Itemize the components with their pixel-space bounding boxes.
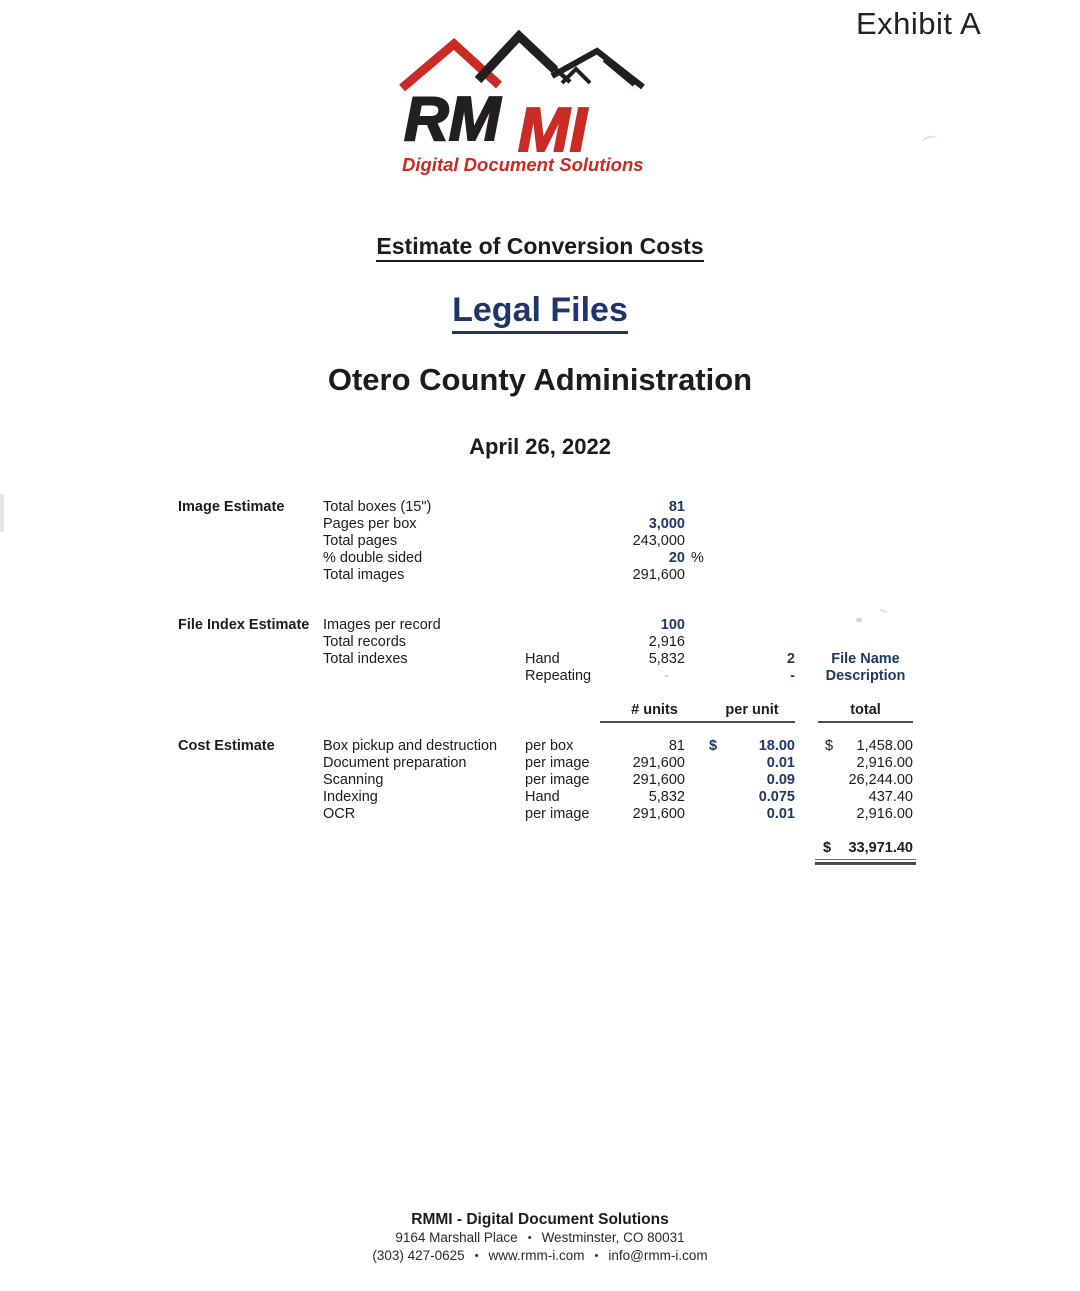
row-label: Total pages: [323, 533, 398, 549]
table-row: [178, 806, 913, 823]
logo-right-ridge-line: [604, 60, 634, 85]
table-row: [178, 668, 913, 685]
estimate-table: [178, 499, 913, 860]
column-header-total: total: [818, 702, 913, 723]
row-label: Total indexes: [323, 651, 408, 667]
cost-item: OCR: [323, 806, 356, 822]
cost-total: 2,916.00: [856, 755, 913, 771]
index-field-name: Description: [825, 668, 906, 684]
column-header-units: # units: [600, 702, 709, 723]
index-method-label: Hand: [525, 651, 560, 667]
table-row: [178, 789, 913, 806]
column-header-per-unit: per unit: [709, 702, 795, 723]
cost-rate: 18.00: [758, 738, 795, 754]
cost-unit: Hand: [525, 789, 560, 805]
percent-suffix: %: [691, 550, 704, 566]
currency-sign: $: [825, 738, 834, 754]
table-row: [178, 516, 913, 533]
row-value: 5,832: [648, 651, 685, 667]
logo-ridge-line: [531, 47, 570, 82]
footer-street: 9164 Marshall Place: [395, 1230, 518, 1245]
table-row: [178, 533, 913, 550]
logo-rm-text: RM: [404, 85, 501, 154]
table-row: [178, 755, 913, 772]
cost-units: 291,600: [632, 772, 685, 788]
index-count: -: [790, 668, 795, 684]
subject-title: [0, 291, 1080, 330]
row-label: Images per record: [323, 617, 441, 633]
table-row: [178, 499, 913, 516]
footer-email: info@rmm-i.com: [608, 1248, 708, 1263]
row-value: 3,000: [648, 516, 685, 532]
cost-units: 5,832: [648, 789, 685, 805]
bullet-separator: •: [594, 1250, 599, 1262]
cost-item: Document preparation: [323, 755, 467, 771]
section-label: Cost Estimate: [178, 738, 275, 754]
cost-rate: 0.075: [758, 789, 795, 805]
row-label: Total images: [323, 567, 405, 583]
cost-unit: per image: [525, 772, 590, 788]
footer-address-line: [0, 1229, 1080, 1247]
row-label: Total records: [323, 634, 407, 650]
cost-item: Indexing: [323, 789, 378, 805]
row-value: 20: [668, 550, 685, 566]
footer-phone: (303) 427-0625: [372, 1248, 465, 1263]
currency-sign: $: [709, 738, 718, 754]
cost-rate: 0.09: [766, 772, 795, 788]
table-row: [178, 738, 913, 755]
cost-total: 2,916.00: [856, 806, 913, 822]
cost-units: 291,600: [632, 755, 685, 771]
row-value: 2,916: [648, 634, 685, 650]
cost-units: 81: [668, 738, 685, 754]
grand-total-row: [178, 840, 913, 860]
cost-unit: per image: [525, 755, 590, 771]
currency-sign: $: [823, 840, 832, 856]
document-date: April 26, 2022: [469, 434, 611, 459]
cost-total: 1,458.00: [856, 738, 913, 754]
cost-item: Box pickup and destruction: [323, 738, 498, 754]
cost-unit: per box: [525, 738, 574, 754]
table-row: [178, 651, 913, 668]
section-label: Image Estimate: [178, 499, 285, 515]
cost-item: Scanning: [323, 772, 384, 788]
cost-total: 26,244.00: [848, 772, 913, 788]
document-title: [0, 233, 1080, 260]
row-value: 243,000: [632, 533, 685, 549]
bullet-separator: •: [527, 1232, 532, 1244]
row-value: 81: [668, 499, 685, 515]
grand-total-value: 33,971.40: [848, 840, 913, 856]
row-label: Total boxes (15"): [323, 499, 432, 515]
scan-artifact: [0, 494, 4, 532]
footer-contact-line: [0, 1247, 1080, 1265]
section-label: File Index Estimate: [178, 617, 310, 633]
logo-tagline: Digital Document Solutions: [402, 154, 644, 175]
footer-company: RMMI - Digital Document Solutions: [411, 1211, 669, 1228]
cost-total: 437.40: [868, 789, 913, 805]
table-row: [178, 634, 913, 651]
index-field-name: File Name: [831, 651, 900, 667]
logo-red-peak-shape: [402, 44, 499, 88]
cost-units: 291,600: [632, 806, 685, 822]
bullet-separator: •: [474, 1250, 479, 1262]
scan-artifact: [921, 134, 939, 148]
cost-rate: 0.01: [766, 806, 795, 822]
row-value: 100: [660, 617, 685, 633]
cost-unit: per image: [525, 806, 590, 822]
row-value: -: [664, 668, 669, 684]
row-label: % double sided: [323, 550, 423, 566]
footer: [0, 1211, 1080, 1265]
exhibit-label: Exhibit A: [856, 6, 982, 41]
subject-title-text: Legal Files: [452, 291, 628, 334]
row-value: 291,600: [632, 567, 685, 583]
cost-rate: 0.01: [766, 755, 795, 771]
rmmi-logo: [392, 30, 664, 178]
index-method-label: Repeating: [525, 668, 592, 684]
footer-city: Westminster, CO 80031: [541, 1230, 685, 1245]
table-row: [178, 550, 913, 567]
document-title-text: Estimate of Conversion Costs: [376, 233, 703, 262]
table-row: [178, 617, 913, 634]
column-header-row: [178, 702, 913, 723]
logo-mi-text: MI: [518, 96, 587, 165]
grand-total: [815, 840, 916, 860]
footer-website: www.rmm-i.com: [488, 1248, 585, 1263]
client-title: Otero County Administration: [327, 362, 753, 397]
index-count: 2: [786, 651, 795, 667]
table-row: [178, 772, 913, 789]
row-label: Pages per box: [323, 516, 417, 532]
table-row: [178, 567, 913, 584]
